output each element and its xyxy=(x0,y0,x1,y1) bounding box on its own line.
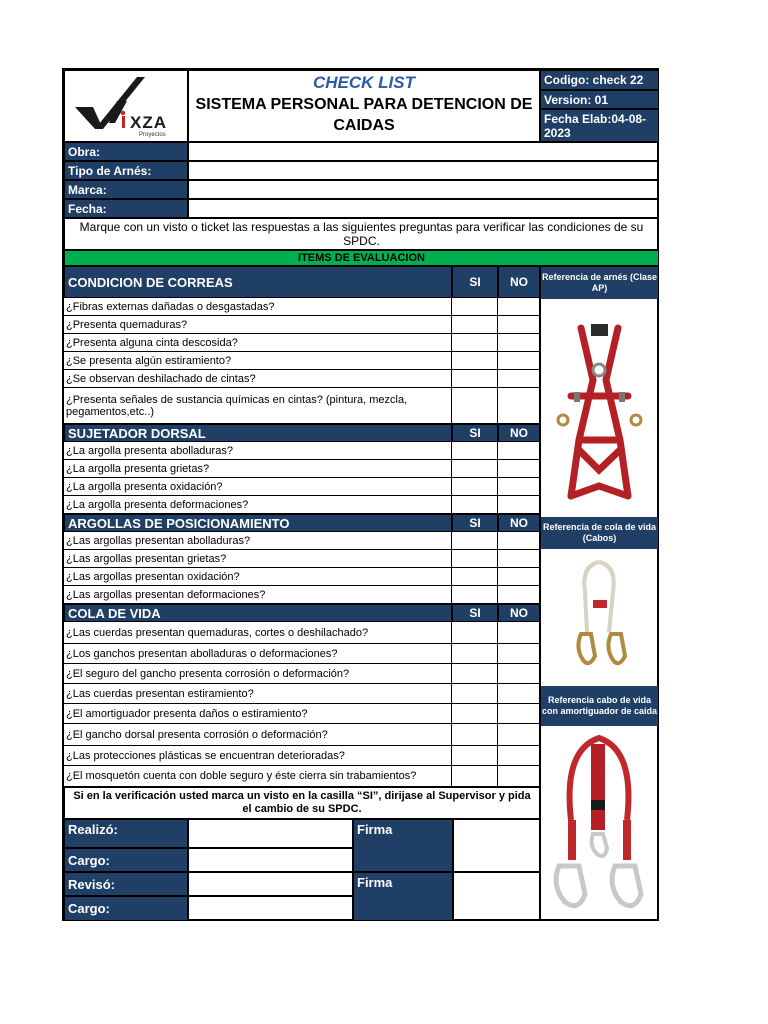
cargo-field-1[interactable] xyxy=(188,848,353,872)
realizo-label: Realizó: xyxy=(64,819,188,848)
info-field[interactable] xyxy=(188,161,659,180)
info-label: Obra: xyxy=(64,142,188,161)
question-row: ¿Las argollas presentan deformaciones? xyxy=(64,586,452,604)
title-box xyxy=(188,70,540,142)
no-column-header: NO xyxy=(498,604,540,622)
si-checkbox[interactable] xyxy=(452,478,498,496)
si-checkbox[interactable] xyxy=(452,684,498,704)
reference-absorber-header: Referencia cabo de vida con amortiguador de caida xyxy=(541,686,658,726)
si-column-header: SI xyxy=(452,604,498,622)
question-row: ¿La argolla presenta deformaciones? xyxy=(64,496,452,514)
firma-label-1: Firma xyxy=(353,819,453,872)
no-checkbox[interactable] xyxy=(498,532,540,550)
lanyard-image xyxy=(541,552,658,684)
logo-text: XZA xyxy=(130,113,167,132)
no-checkbox[interactable] xyxy=(498,442,540,460)
question-row: ¿Fibras externas dañadas o desgastadas? xyxy=(64,298,452,316)
section-header: COLA DE VIDA xyxy=(64,604,452,622)
firma-field-2[interactable] xyxy=(453,872,540,921)
codigo-label: Codigo: check 22 xyxy=(540,70,659,90)
logo-subtext: Proyectos xyxy=(139,132,166,138)
si-checkbox[interactable] xyxy=(452,388,498,424)
si-column-header: SI xyxy=(452,266,498,298)
no-column-header: NO xyxy=(498,514,540,532)
vixza-logo xyxy=(65,71,187,141)
question-row: ¿El amortiguador presenta daños o estiramiento? xyxy=(64,704,452,724)
info-field[interactable] xyxy=(188,199,659,218)
no-checkbox[interactable] xyxy=(498,316,540,334)
si-checkbox[interactable] xyxy=(452,644,498,664)
no-checkbox[interactable] xyxy=(498,352,540,370)
no-checkbox[interactable] xyxy=(498,766,540,787)
si-checkbox[interactable] xyxy=(452,704,498,724)
harness-image xyxy=(541,300,658,516)
no-checkbox[interactable] xyxy=(498,664,540,684)
si-checkbox[interactable] xyxy=(452,766,498,787)
si-checkbox[interactable] xyxy=(452,622,498,644)
firma-label-2: Firma xyxy=(353,872,453,921)
firma-field-1[interactable] xyxy=(453,819,540,872)
question-row: ¿Se presenta algún estiramiento? xyxy=(64,352,452,370)
no-column-header: NO xyxy=(498,424,540,442)
si-checkbox[interactable] xyxy=(452,352,498,370)
info-label: Tipo de Arnés: xyxy=(64,161,188,180)
question-row: ¿Las cuerdas presentan estiramiento? xyxy=(64,684,452,704)
reference-harness-header: Referencia de arnés (Clase AP) xyxy=(541,267,658,299)
question-row: ¿Presenta quemaduras? xyxy=(64,316,452,334)
version-label: Version: 01 xyxy=(540,90,659,109)
no-checkbox[interactable] xyxy=(498,550,540,568)
no-checkbox[interactable] xyxy=(498,724,540,746)
section-header: SUJETADOR DORSAL xyxy=(64,424,452,442)
document-title: SISTEMA PERSONAL PARA DETENCION DE CAIDAS xyxy=(195,96,533,134)
question-row: ¿Las argollas presentan abolladuras? xyxy=(64,532,452,550)
si-column-header: SI xyxy=(452,514,498,532)
si-checkbox[interactable] xyxy=(452,550,498,568)
no-checkbox[interactable] xyxy=(498,496,540,514)
si-checkbox[interactable] xyxy=(452,746,498,766)
no-checkbox[interactable] xyxy=(498,586,540,604)
si-checkbox[interactable] xyxy=(452,568,498,586)
no-checkbox[interactable] xyxy=(498,644,540,664)
realizo-field[interactable] xyxy=(188,819,353,848)
reviso-label: Revisó: xyxy=(64,872,188,896)
reference-lanyard-header: Referencia de cola de vida (Cabos) xyxy=(541,517,658,549)
section-header: CONDICION DE CORREAS xyxy=(64,266,452,298)
question-row: ¿El gancho dorsal presenta corrosión o deformación? xyxy=(64,724,452,746)
no-column-header: NO xyxy=(498,266,540,298)
reviso-field[interactable] xyxy=(188,872,353,896)
question-row: ¿La argolla presenta oxidación? xyxy=(64,478,452,496)
section-header: ARGOLLAS DE POSICIONAMIENTO xyxy=(64,514,452,532)
question-row: ¿La argolla presenta abolladuras? xyxy=(64,442,452,460)
si-checkbox[interactable] xyxy=(452,370,498,388)
si-column-header: SI xyxy=(452,424,498,442)
si-checkbox[interactable] xyxy=(452,532,498,550)
question-row: ¿El seguro del gancho presenta corrosión o deformación? xyxy=(64,664,452,684)
info-field[interactable] xyxy=(188,142,659,161)
question-row: ¿La argolla presenta grietas? xyxy=(64,460,452,478)
si-checkbox[interactable] xyxy=(452,664,498,684)
no-checkbox[interactable] xyxy=(498,478,540,496)
check-list-title: CHECK LIST xyxy=(313,73,415,92)
info-label: Marca: xyxy=(64,180,188,199)
si-checkbox[interactable] xyxy=(452,496,498,514)
cargo-label-2: Cargo: xyxy=(64,896,188,921)
no-checkbox[interactable] xyxy=(498,568,540,586)
fecha-elab-label: Fecha Elab:04-08-2023 xyxy=(540,109,659,142)
si-checkbox[interactable] xyxy=(452,460,498,478)
si-checkbox[interactable] xyxy=(452,334,498,352)
no-checkbox[interactable] xyxy=(498,460,540,478)
info-field[interactable] xyxy=(188,180,659,199)
no-checkbox[interactable] xyxy=(498,370,540,388)
si-checkbox[interactable] xyxy=(452,442,498,460)
no-checkbox[interactable] xyxy=(498,388,540,424)
absorber-lanyard-image xyxy=(541,730,658,920)
question-row: ¿Las cuerdas presentan quemaduras, cortes o deshilachado? xyxy=(64,622,452,644)
question-row: ¿Presenta señales de sustancia químicas en cintas? (pintura, mezcla, pegamentos,etc..) xyxy=(64,388,452,424)
items-title: ITEMS DE EVALUACION xyxy=(64,250,659,266)
si-checkbox[interactable] xyxy=(452,586,498,604)
question-row: ¿Se observan deshilachado de cintas? xyxy=(64,370,452,388)
question-row: ¿El mosquetón cuenta con doble seguro y éste cierra sin trabamientos? xyxy=(64,766,452,787)
no-checkbox[interactable] xyxy=(498,622,540,644)
cargo-label-1: Cargo: xyxy=(64,848,188,872)
checklist-sheet xyxy=(62,68,659,921)
no-checkbox[interactable] xyxy=(498,684,540,704)
question-row: ¿Presenta alguna cinta descosida? xyxy=(64,334,452,352)
verification-note: Si en la verificación usted marca un visto en la casilla “SI”, dirijase al Supervisor y pida el cambio de su SPDC. xyxy=(64,787,540,819)
instruction-text: Marque con un visto o ticket las respuestas a las siguientes preguntas para verificar las condiciones de su SPDC. xyxy=(64,218,659,250)
cargo-field-2[interactable] xyxy=(188,896,353,921)
question-row: ¿Las protecciones plásticas se encuentran deterioradas? xyxy=(64,746,452,766)
info-label: Fecha: xyxy=(64,199,188,218)
question-row: ¿Los ganchos presentan abolladuras o deformaciones? xyxy=(64,644,452,664)
si-checkbox[interactable] xyxy=(452,298,498,316)
question-row: ¿Las argollas presentan grietas? xyxy=(64,550,452,568)
no-checkbox[interactable] xyxy=(498,704,540,724)
si-checkbox[interactable] xyxy=(452,316,498,334)
question-row: ¿Las argollas presentan oxidación? xyxy=(64,568,452,586)
no-checkbox[interactable] xyxy=(498,334,540,352)
si-checkbox[interactable] xyxy=(452,724,498,746)
logo-box xyxy=(64,70,188,142)
no-checkbox[interactable] xyxy=(498,746,540,766)
no-checkbox[interactable] xyxy=(498,298,540,316)
